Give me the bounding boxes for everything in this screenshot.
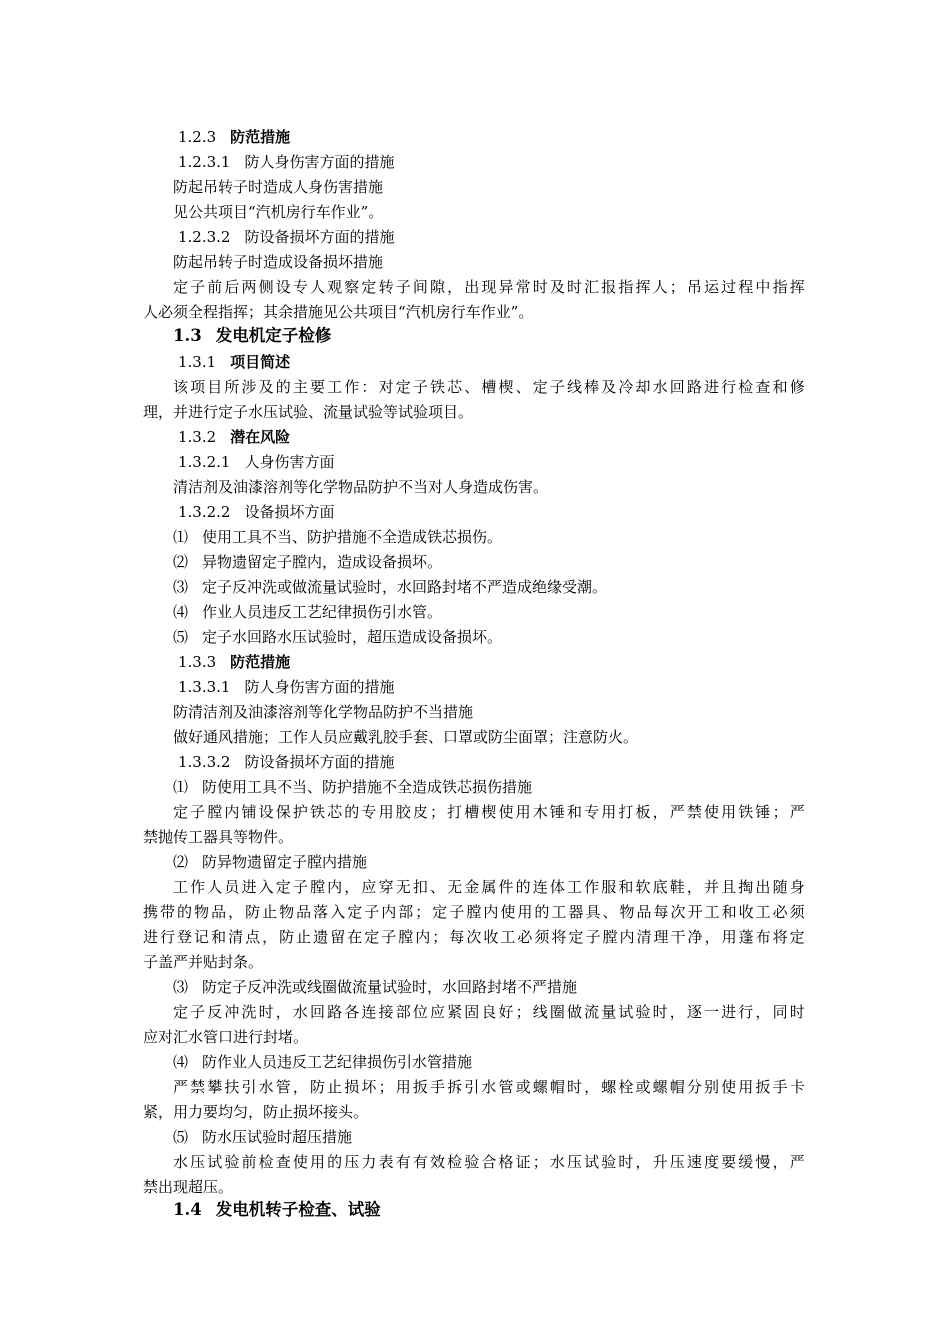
- paragraph-line: 紧，用力要均匀，防止损坏接头。: [143, 1103, 369, 1121]
- list-item: ⑴ 防使用工具不当、防护措施不全造成铁芯损伤措施: [173, 778, 533, 796]
- subsection-heading-1-3-3-2: 1.3.3.2 防设备损坏方面的措施: [178, 753, 395, 771]
- paragraph-line: 应对汇水管口进行封堵。: [143, 1028, 309, 1046]
- subsection-heading-1-3-2-2: 1.3.2.2 设备损坏方面: [178, 503, 335, 521]
- paragraph-line: 理，并进行定子水压试验、流量试验等试验项目。: [143, 403, 474, 421]
- list-item: ⑸ 防水压试验时超压措施: [173, 1128, 353, 1146]
- chapter-heading-1-4: 1.4 发电机转子检查、试验: [173, 1200, 381, 1219]
- list-item: ⑷ 作业人员违反工艺纪律损伤引水管。: [173, 603, 443, 621]
- paragraph-line: 见公共项目“汽机房行车作业”。: [173, 203, 384, 221]
- list-item: ⑵ 异物遗留定子膛内，造成设备损坏。: [173, 553, 443, 571]
- paragraph-line: 工作人员进入定子膛内，应穿无扣、无金属件的连体工作服和软底鞋，并且掏出随身: [173, 878, 805, 896]
- chapter-heading-1-3: 1.3 发电机定子检修: [173, 326, 332, 345]
- paragraph-line: 定子前后两侧设专人观察定转子间隙，出现异常时及时汇报指挥人；吊运过程中指挥: [173, 278, 805, 296]
- list-item: ⑶ 防定子反冲洗或线圈做流量试验时，水回路封堵不严措施: [173, 978, 578, 996]
- subsection-heading-1-3-3-1: 1.3.3.1 防人身伤害方面的措施: [178, 678, 395, 696]
- paragraph-line: 做好通风措施；工作人员应戴乳胶手套、口罩或防尘面罩；注意防火。: [173, 728, 639, 746]
- section-heading-1-3-2: 1.3.2 潜在风险: [178, 428, 291, 446]
- paragraph-line: 禁抛传工器具等物件。: [143, 828, 294, 846]
- list-item: ⑷ 防作业人员违反工艺纪律损伤引水管措施: [173, 1053, 473, 1071]
- subsection-heading-1-3-2-1: 1.3.2.1 人身伤害方面: [178, 453, 335, 471]
- section-heading-1-2-3: 1.2.3 防范措施: [178, 128, 291, 146]
- subsection-heading-1-2-3-2: 1.2.3.2 防设备损坏方面的措施: [178, 228, 395, 246]
- list-item: ⑴ 使用工具不当、防护措施不全造成铁芯损伤。: [173, 528, 503, 546]
- list-item: ⑶ 定子反冲洗或做流量试验时，水回路封堵不严造成绝缘受潮。: [173, 578, 608, 596]
- paragraph-line: 防清洁剂及油漆溶剂等化学物品防护不当措施: [173, 703, 474, 721]
- list-item: ⑸ 定子水回路水压试验时，超压造成设备损坏。: [173, 628, 503, 646]
- paragraph-line: 水压试验前检查使用的压力表有有效检验合格证；水压试验时，升压速度要缓慢，严: [173, 1153, 805, 1171]
- list-item: ⑵ 防异物遗留定子膛内措施: [173, 853, 368, 871]
- paragraph-line: 清洁剂及油漆溶剂等化学物品防护不当对人身造成伤害。: [173, 478, 549, 496]
- paragraph-line: 子盖严并贴封条。: [143, 953, 264, 971]
- subsection-heading-1-2-3-1: 1.2.3.1 防人身伤害方面的措施: [178, 153, 395, 171]
- paragraph-line: 定子膛内铺设保护铁芯的专用胶皮；打槽楔使用木锤和专用打板，严禁使用铁锤；严: [173, 803, 805, 821]
- paragraph-line: 防起吊转子时造成人身伤害措施: [173, 178, 384, 196]
- paragraph-line: 该项目所涉及的主要工作：对定子铁芯、槽楔、定子线棒及冷却水回路进行检查和修: [173, 378, 805, 396]
- section-heading-1-3-1: 1.3.1 项目简述: [178, 353, 291, 371]
- paragraph-line: 严禁攀扶引水管，防止损坏；用扳手拆引水管或螺帽时，螺栓或螺帽分别使用扳手卡: [173, 1078, 805, 1096]
- paragraph-line: 禁出现超压。: [143, 1178, 234, 1196]
- section-heading-1-3-3: 1.3.3 防范措施: [178, 653, 291, 671]
- paragraph-line: 进行登记和清点，防止遗留在定子膛内；每次收工必须将定子膛内清理干净，用蓬布将定: [143, 928, 805, 946]
- paragraph-line: 定子反冲洗时，水回路各连接部位应紧固良好；线圈做流量试验时，逐一进行，同时: [173, 1003, 805, 1021]
- paragraph-line: 携带的物品，防止物品落入定子内部；定子膛内使用的工器具、物品每次开工和收工必须: [143, 903, 805, 921]
- paragraph-line: 人必须全程指挥；其余措施见公共项目“汽机房行车作业”。: [143, 303, 534, 321]
- paragraph-line: 防起吊转子时造成设备损坏措施: [173, 253, 384, 271]
